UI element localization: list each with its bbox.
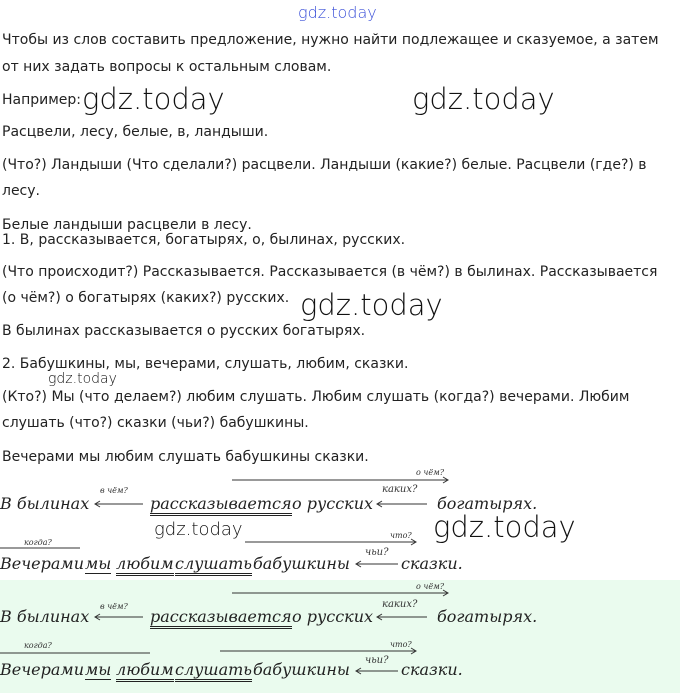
- intro-line-2: от них задать вопросы к остальным словам.: [2, 59, 332, 75]
- scheme-subject: мы: [85, 554, 112, 573]
- sentence-scheme-2: [0, 528, 680, 582]
- watermark: gdz.today: [154, 519, 243, 540]
- task1-questions-1: (Что происходит?) Рассказывается. Рассказывается (в чём?) в былинах. Рассказывается: [2, 264, 658, 280]
- scheme-subject: мы: [85, 660, 112, 679]
- task1-words: 1. В, рассказывается, богатырях, о, былинах, русских.: [2, 232, 406, 248]
- sentence-scheme-1: [0, 462, 680, 522]
- scheme-predicate: слушать: [175, 660, 252, 682]
- example-label: Например:: [2, 92, 82, 108]
- scheme-word: бабушкины: [253, 660, 350, 679]
- task2-words: 2. Бабушкины, мы, вечерами, слушать, любим, сказки.: [2, 356, 409, 372]
- example-words: Расцвели, лесу, белые, в, ландыши.: [2, 124, 269, 140]
- scheme-word: богатырях.: [437, 494, 538, 513]
- scheme-predicate: любим: [116, 660, 174, 682]
- question-label: когда?: [24, 538, 52, 547]
- task2-questions-1: (Кто?) Мы (что делаем?) любим слушать. Любим слушать (когда?) вечерами. Любим: [2, 389, 630, 405]
- scheme-word: сказки.: [401, 554, 463, 573]
- question-label: чьи?: [365, 547, 389, 558]
- question-label: о чём?: [416, 468, 444, 477]
- question-label: в чём?: [100, 602, 128, 611]
- question-label: что?: [390, 640, 412, 649]
- site-watermark: gdz.today: [298, 3, 377, 22]
- question-label: чьи?: [365, 655, 389, 666]
- scheme-predicate: рассказывается: [150, 607, 292, 629]
- scheme-word: о русских: [292, 607, 374, 626]
- sentence-scheme-1-highlighted: [0, 580, 680, 640]
- scheme-word: о русских: [292, 494, 374, 513]
- example-answer: Белые ландыши расцвели в лесу.: [2, 217, 252, 233]
- question-label: что?: [390, 531, 412, 540]
- sentence-scheme-2-highlighted: [0, 638, 680, 692]
- question-label: каких?: [382, 484, 418, 495]
- scheme-predicate: любим: [116, 554, 174, 576]
- scheme-word: бабушкины: [253, 554, 350, 573]
- scheme-predicate: рассказывается: [150, 494, 292, 516]
- watermark: gdz.today: [48, 371, 117, 387]
- watermark: gdz.today: [433, 510, 576, 544]
- task1-answer: В былинах рассказывается о русских богатырях.: [2, 323, 366, 339]
- task2-questions-2: слушать (что?) сказки (чьи?) бабушкины.: [2, 415, 309, 431]
- question-label: о чём?: [416, 582, 444, 591]
- watermark: gdz.today: [300, 288, 443, 322]
- question-label: когда?: [24, 641, 52, 650]
- intro-line-1: Чтобы из слов составить предложение, нужно найти подлежащее и сказуемое, а затем: [2, 32, 659, 48]
- highlighted-answer-block: [0, 580, 680, 693]
- question-label: в чём?: [100, 486, 128, 495]
- scheme-word: богатырях.: [437, 607, 538, 626]
- question-label: каких?: [382, 599, 418, 610]
- scheme-word: В былинах: [0, 607, 90, 626]
- watermark: gdz.today: [82, 82, 225, 116]
- scheme-word: В былинах: [0, 494, 90, 513]
- scheme-predicate: слушать: [175, 554, 252, 576]
- scheme-word: Вечерами: [0, 554, 84, 573]
- scheme-word: Вечерами: [0, 660, 84, 679]
- example-questions-1: (Что?) Ландыши (Что сделали?) расцвели. Ландыши (какие?) белые. Расцвели (где?) в: [2, 157, 647, 173]
- task2-answer: Вечерами мы любим слушать бабушкины сказки.: [2, 449, 369, 465]
- watermark: gdz.today: [412, 82, 555, 116]
- task1-questions-2: (о чём?) о богатырях (каких?) русских.: [2, 290, 290, 306]
- scheme-word: сказки.: [401, 660, 463, 679]
- example-questions-2: лесу.: [2, 183, 40, 199]
